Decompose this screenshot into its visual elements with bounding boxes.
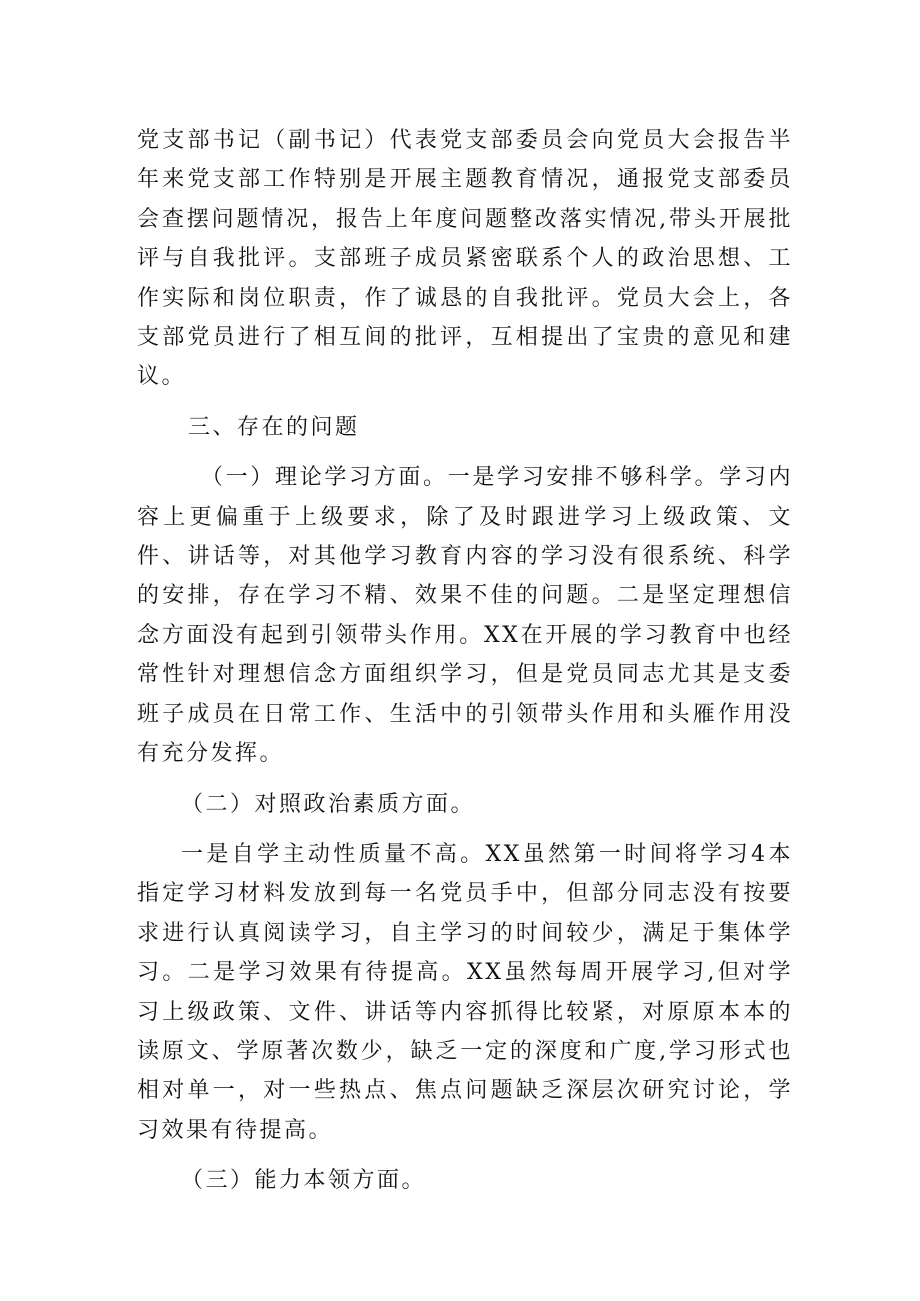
- subheading-ability: （三）能力本领方面。: [181, 1168, 427, 1194]
- paragraph-self-study: 一是自学主动性质量不高。XX虽然第一时间将学习4本指定学习材料发放到每一名党员手中，但部分同志没有按要求进行认真阅读学习，自主学习的时间较少，满足于集体学习。二是学习效果有待提高。XX虽然每周开展学习,但对学习上级政策、文件、讲话等内容抓得比较紧，对原原本本的读原文、学原著次数少，缺乏一定的深度和广度,学习形式也相对单一，对一些热点、焦点问题缺乏深层次研究讨论，学习效果有待提高。: [137, 841, 793, 1143]
- paragraph-theory-study: （一）理论学习方面。一是学习安排不够科学。学习内容上更偏重于上级要求，除了及时跟进学习上级政策、文件、讲话等，对其他学习教育内容的学习没有很系统、科学的安排，存在学习不精、效果不佳的问题。二是坚定理想信念方面没有起到引领带头作用。XX在开展的学习教育中也经常性针对理想信念方面组织学习，但是党员同志尤其是支委班子成员在日常工作、生活中的引领带头作用和头雁作用没有充分发挥。: [137, 465, 793, 767]
- section-heading-problems: 三、存在的问题: [188, 414, 360, 440]
- subheading-political-quality: （二）对照政治素质方面。: [181, 791, 476, 817]
- document-body: [137, 121, 793, 1201]
- paragraph-meeting-report: 党支部书记（副书记）代表党支部委员会向党员大会报告半年来党支部工作特别是开展主题教育情况，通报党支部委员会查摆问题情况，报告上年度问题整改落实情况,带头开展批评与自我批评。支部班子成员紧密联系个人的政治思想、工作实际和岗位职责，作了诚恳的自我批评。党员大会上，各支部党员进行了相互间的批评，互相提出了宝贵的意见和建议。: [137, 128, 793, 390]
